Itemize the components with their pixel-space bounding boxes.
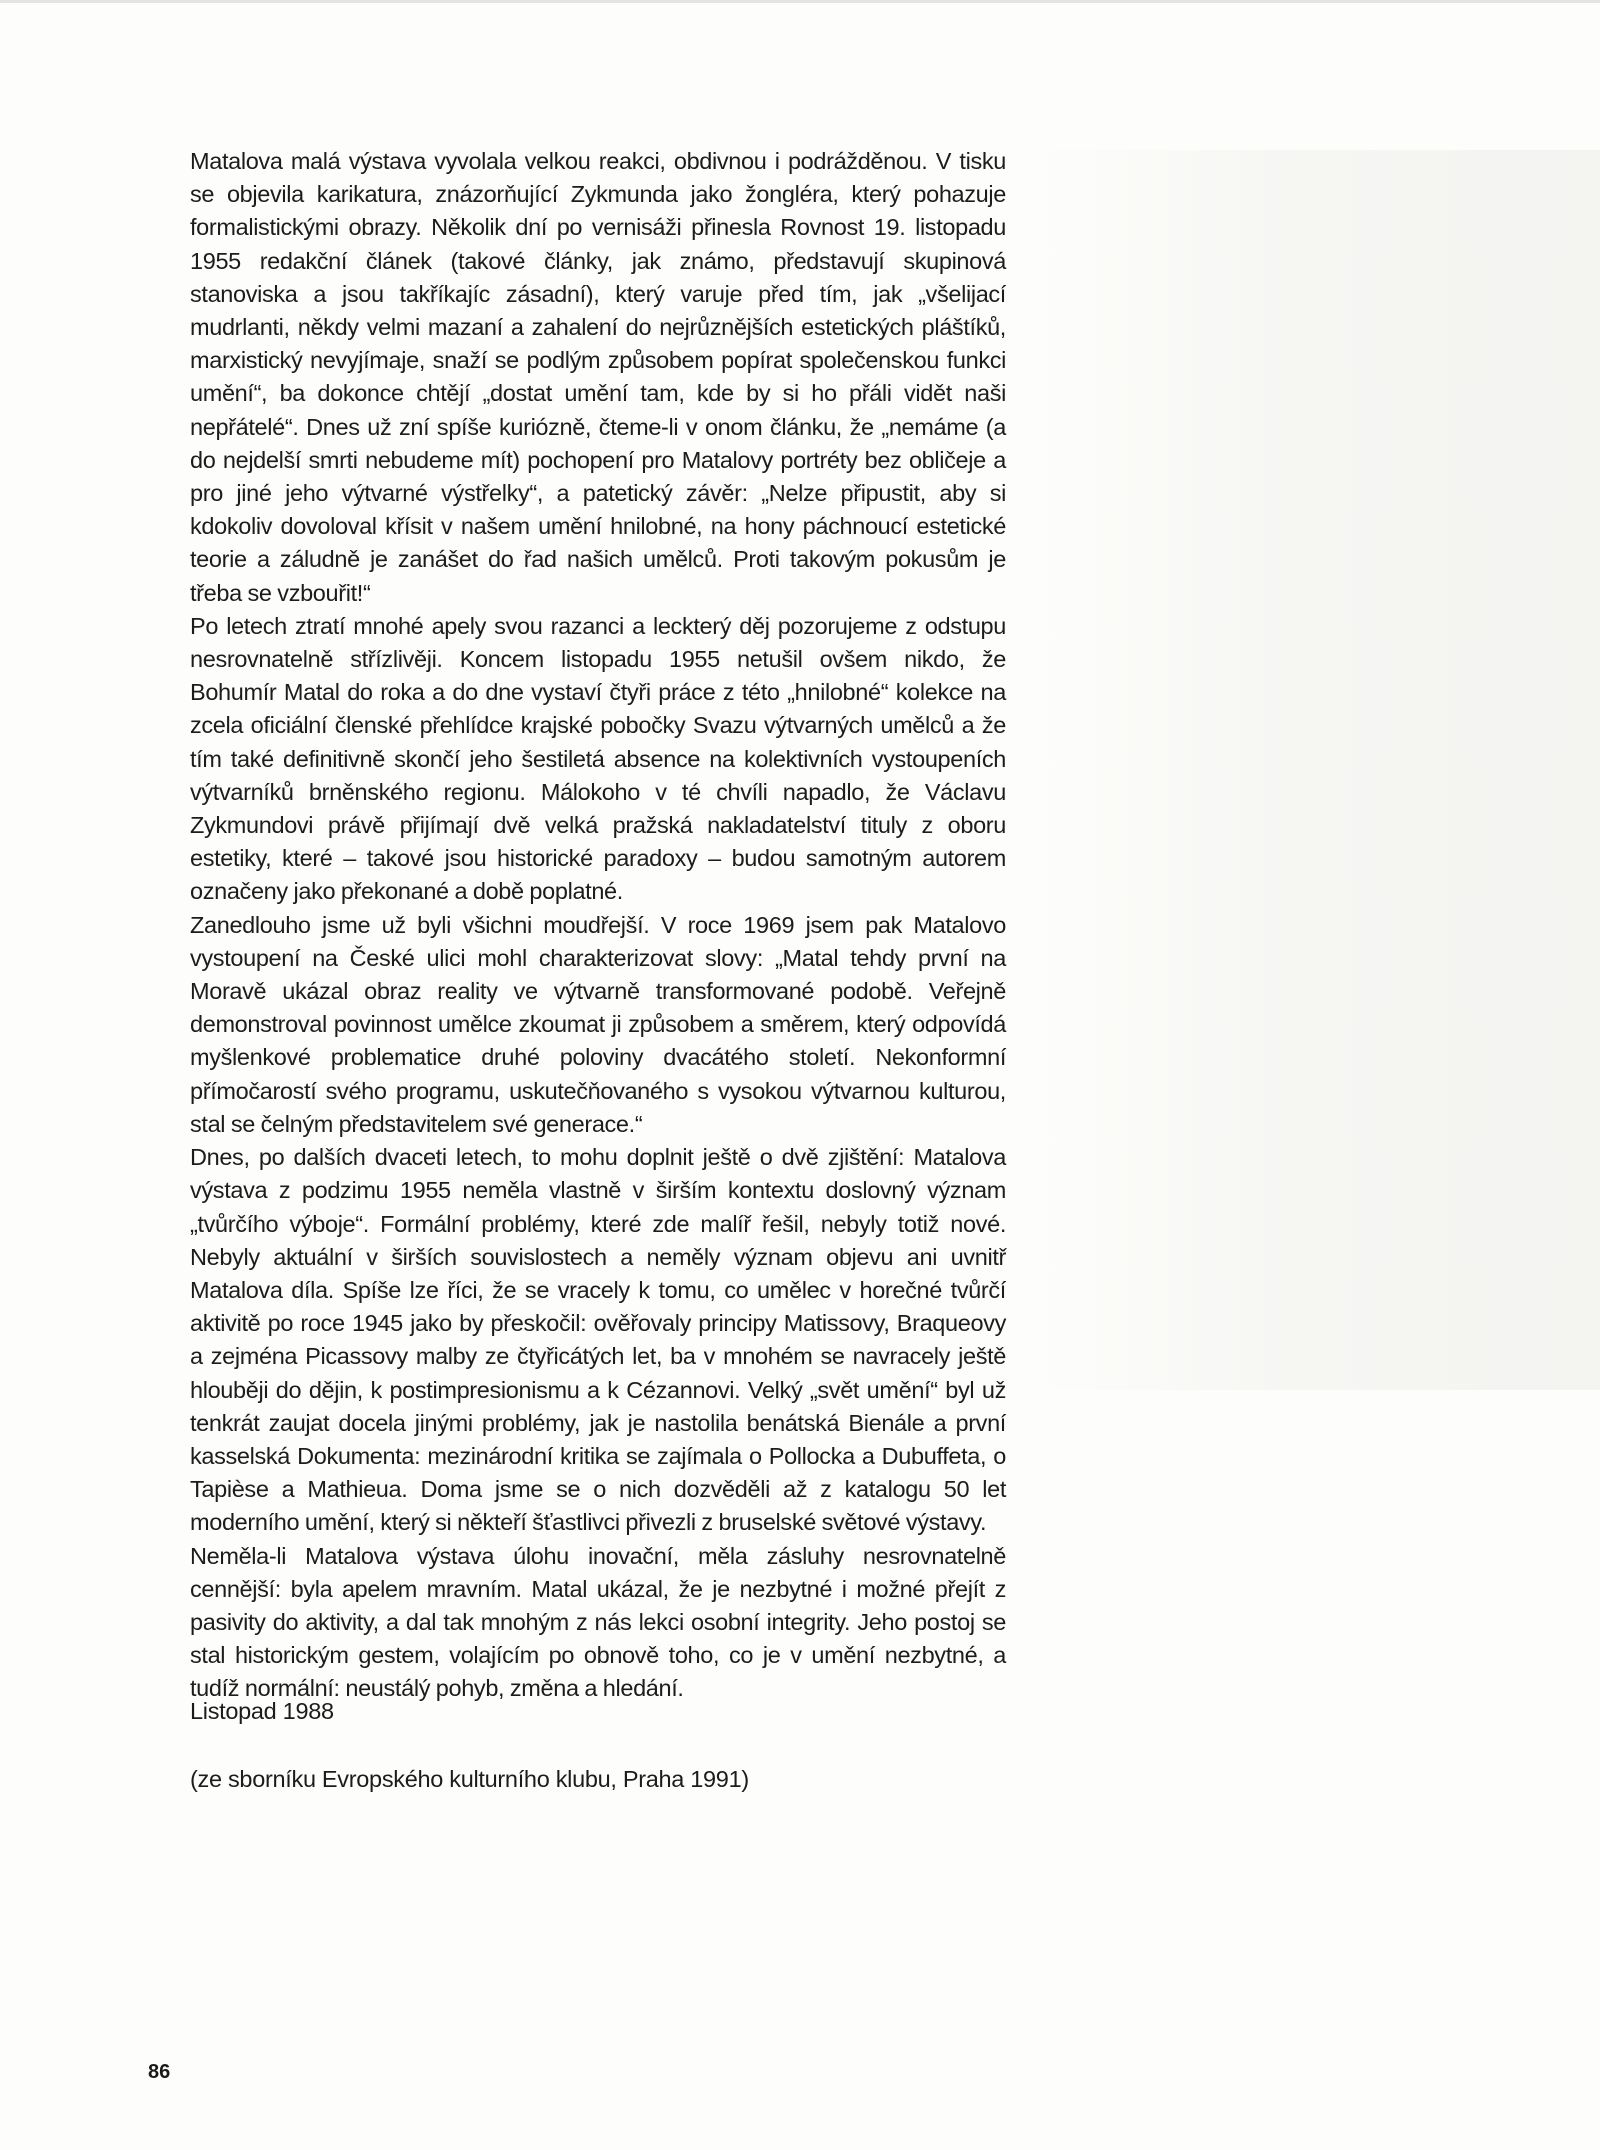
- paragraph: Neměla-li Matalova výstava úlohu inovační, měla zásluhy nesrovnatelně cennější: byla apelem mravním. Matal ukázal, že je nezbytné i možné přejít z pasivity do aktivity, a dal tak mnohým z nás lekci osobní integrity. Jeho postoj se stal historickým gestem, volajícím po obnově toho, co je v umění nezbytné, a tudíž normální: neustálý pohyb, změna a hledání.: [190, 1542, 1006, 1702]
- paragraph: Matalova malá výstava vyvolala velkou reakci, obdivnou i podrážděnou. V tisku se objevila karikatura, znázorňující Zykmunda jako žongléra, který pohazuje formalistickými obrazy. Několik dní po vernisáži přinesla Rovnost 19. listopadu 1955 redakční článek (takové články, jak známo, představují skupinová stanoviska a jsou takříkajíc zásadní), který varuje před tím, jak „všelijací mudrlanti, někdy velmi mazaní a zahalení do nejrůznějších estetických pláštíků, marxistický nevyjímaje, snaží se podlým způsobem popírat společenskou funkci umění“, ba dokonce chtějí „dostat umění tam, kde by si ho přáli vidět naši nepřátelé“. Dnes už zní spíše kuriózně, čteme-li v onom článku, že „nemáme (a do nejdelší smrti nebudeme mít) pochopení pro Matalovy portréty bez obličeje a pro jiné jeho výtvarné výstřelky“, a patetický závěr: „Nelze připustit, aby si kdokoliv dovoloval křísit v našem umění hnilobné, na hony páchnoucí estetické teorie a záludně je zanášet do řad našich umělců. Proti takovým pokusům je třeba se vzbouřit!“: [190, 148, 1006, 606]
- article-body: [190, 145, 1006, 1706]
- source-citation: (ze sborníku Evropského kulturního klubu, Praha 1991): [190, 1766, 749, 1792]
- paragraph: Po letech ztratí mnohé apely svou razanci a leckterý děj pozorujeme z odstupu nesrovnatelně střízlivěji. Koncem listopadu 1955 netušil ovšem nikdo, že Bohumír Matal do roka a do dne vystaví čtyři práce z této „hnilobné“ kolekce na zcela oficiální členské přehlídce krajské pobočky Svazu výtvarných umělců a že tím také definitivně skončí jeho šestiletá absence na kolektivních vystoupeních výtvarníků brněnského regionu. Málokoho v té chvíli napadlo, že Václavu Zykmundovi právě přijímají dvě velká pražská nakladatelství tituly z oboru estetiky, které – takové jsou historické paradoxy – budou samotným autorem označeny jako překonané a době poplatné.: [190, 612, 1006, 905]
- show-through-shading: [1040, 150, 1600, 1390]
- page-number: 86: [148, 2061, 171, 2083]
- paragraph: Dnes, po dalších dvaceti letech, to mohu doplnit ještě o dvě zjištění: Matalova výstava z podzimu 1955 neměla vlastně v širším kontextu doslovný význam „tvůrčího výboje“. Formální problémy, které zde malíř řešil, nebyly totiž nové. Nebyly aktuální v širších souvislostech a neměly význam objevu ani uvnitř Matalova díla. Spíše lze říci, že se vracely k tomu, co umělec v horečné tvůrčí aktivitě po roce 1945 jako by přeskočil: ověřovaly principy Matissovy, Braqueovy a zejména Picassovy malby ze čtyřicátých let, ba v mnohém se navracely ještě hlouběji do dějin, k postimpresionismu a k Cézannovi. Velký „svět umění“ byl už tenkrát zaujat docela jinými problémy, jak je nastolila benátská Bienále a první kasselská Dokumenta: mezinárodní kritika se zajímala o Pollocka a Dubuffeta, o Tapièse a Mathieua. Doma jsme se o nich dozvěděli až z katalogu 50 let moderního umění, který si někteří šťastlivci přivezli z bruselské světové výstavy.: [190, 1144, 1006, 1536]
- paragraph: Zanedlouho jsme už byli všichni moudřejší. V roce 1969 jsem pak Matalovo vystoupení na České ulici mohl charakterizovat slovy: „Matal tehdy první na Moravě ukázal obraz reality ve výtvarně transformované podobě. Veřejně demonstroval povinnost umělce zkoumat ji způsobem a směrem, který odpovídá myšlenkové problematice druhé poloviny dvacátého století. Nekonformní přímočarostí svého programu, uskutečňovaného s vysokou výtvarnou kulturou, stal se čelným představitelem své generace.“: [190, 911, 1006, 1137]
- page-edge: [0, 0, 1600, 3]
- date-line: Listopad 1988: [190, 1698, 334, 1724]
